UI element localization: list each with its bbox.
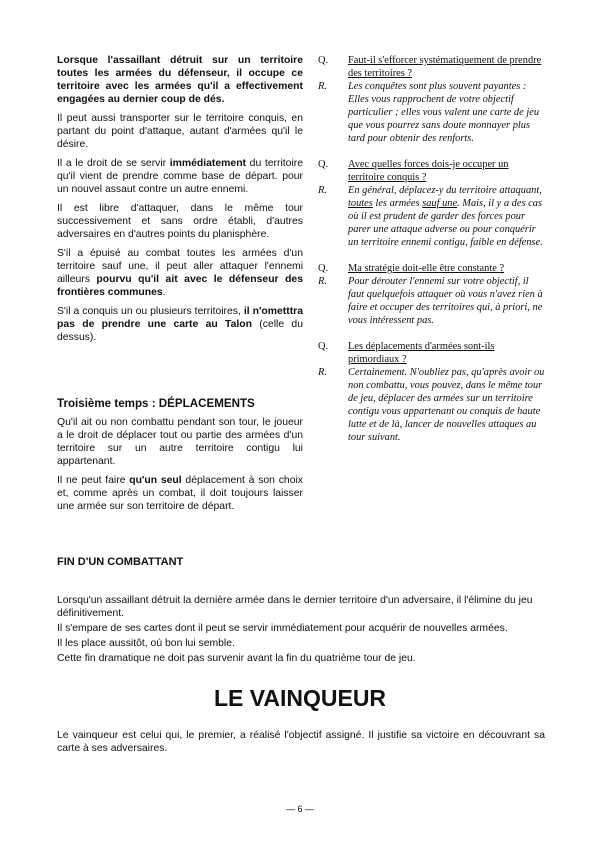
answer-text: Pour dérouter l'ennemi sur votre objectif, il faut quelquefois attaquer où vous n'avez rien à faire et occuper des territoires qui, à priori, ne vous intéressent pas. (348, 276, 543, 326)
question-text: Les déplacements d'armées sont-ils primordiaux ? (348, 341, 495, 365)
question-label: Q. (318, 263, 329, 274)
qa-item (318, 340, 546, 444)
section-title-moves: Troisième temps : DÉPLACEMENTS (57, 397, 255, 410)
emphasis-common-borders: pourvu qu'il ait avec le défenseur des frontières communes (57, 274, 303, 298)
underlined-except-one: sauf une (422, 198, 458, 209)
text-run: S'il a conquis un ou plusieurs territoires, (57, 306, 244, 317)
question-label: Q. (318, 55, 329, 66)
answer-label: R. (318, 367, 327, 378)
answer-text: Certainement. N'oubliez pas, qu'après avoir ou non combattu, vous pouvez, dans le même tour de jeu, déplacer des armées sur un territoire contigu vous appartenant ou conquis de haute lutte et de là, lancer de nouvelles attaques au tour suivant. (348, 367, 545, 443)
question-row (318, 340, 546, 366)
question-text: Ma stratégie doit-elle être constante ? (348, 263, 505, 274)
left-column (57, 54, 303, 519)
answer-row (318, 275, 546, 327)
question-row (318, 262, 546, 275)
text-run: En général, déplacez-y du territoire attaquant, (348, 185, 542, 196)
emphasis-single: qu'un seul (129, 475, 182, 486)
paragraph-base (57, 157, 303, 196)
paragraph-moves: Qu'il ait ou non combattu pendant son tour, le joueur a le droit de déplacer tout ou partie des armées d'un territoire sur un autre territoire contigu lui appartenant. (57, 417, 303, 467)
answer-row (318, 80, 546, 145)
answer-text: Les conquêtes sont plus souvent payantes : Elles vous rapprochent de votre objectif particulier ; elles vous valent une carte de jeu que vous pourrez sans doute monnayer plus tard pour obtenir des renforts. (348, 81, 540, 144)
end-of-player-body (57, 594, 545, 667)
paragraph: Cette fin dramatique ne doit pas survenir avant la fin du quatrième tour de jeu. (57, 653, 416, 664)
paragraph-free-attack: Il est libre d'attaquer, dans le même tour successivement et sans ordre établi, d'autres adversaires en d'autres points du planisphère. (57, 203, 303, 240)
answer-label: R. (318, 81, 327, 92)
section-title-end-of-player: FIN D'UN COMBATTANT (57, 556, 184, 568)
text-run: Il a le droit de se servir (57, 158, 170, 169)
answer-label: R. (318, 185, 327, 196)
paragraph-exhausted (57, 247, 303, 299)
answer-row (318, 366, 546, 444)
text-run: S'il a épuisé au combat toutes les armées d'un territoire sauf une, il peut aller attaquer l'ennemi ailleurs (57, 248, 303, 285)
text-run: déplacement à son choix et, comme après un combat, il doit toujours laisser une armée sur son territoire de départ. (57, 475, 303, 512)
text-run: les armées (372, 198, 423, 209)
answer-row (318, 184, 546, 249)
question-row (318, 54, 546, 80)
text-run: Il ne peut faire (57, 475, 130, 486)
text-run: . Mais, il y a des cas où il est prudent de garder des forces pour parer une attaque adverse ou pour conquérir un territoire ennemi contigu, faible en défense. (348, 198, 543, 248)
paragraph: Il s'empare de ses cartes dont il peut se servir immédiatement pour acquérir de nouvelles armées. (57, 623, 508, 634)
winner-body: Le vainqueur est celui qui, le premier, a réalisé l'objectif assigné. Il justifie sa victoire en découvrant sa carte à ses adversaires. (57, 730, 545, 754)
answer-text (348, 184, 546, 249)
qa-item (318, 158, 546, 249)
paragraph-single-move (57, 474, 303, 513)
heading-winner: LE VAINQUEUR (213, 685, 387, 711)
question-text: Avec quelles forces dois-je occuper un territoire conquis ? (348, 159, 509, 183)
qa-item (318, 54, 546, 145)
page-number: — 6 — (285, 804, 314, 814)
paragraph: Il les place aussitôt, où bon lui semble. (57, 638, 235, 649)
question-label: Q. (318, 159, 329, 170)
paragraph: Lorsqu'un assaillant détruit la dernière armée dans le dernier territoire d'un adversaire, il l'élimine du jeu définitivement. (57, 595, 533, 619)
paragraph-card (57, 305, 303, 344)
text-run: (celle du dessus). (57, 319, 303, 343)
spacer (57, 350, 303, 397)
text-run: . (162, 287, 166, 298)
text-run: du territoire qu'il vient de prendre comme base de départ. pour un nouvel assaut contre un autre ennemi. (57, 158, 303, 195)
question-label: Q. (318, 341, 329, 352)
qa-column (318, 54, 546, 457)
paragraph-transport: Il peut aussi transporter sur le territoire conquis, en partant du point d'attaque, autant d'armées qu'il le désire. (57, 113, 303, 150)
qa-item (318, 262, 546, 327)
emphasis-take-card: il n'ometttra pas de prendre une carte au Talon (57, 306, 303, 330)
emphasis-immediately: immédiatement (169, 158, 247, 169)
underlined-all: toutes (348, 198, 373, 209)
question-text: Faut-il s'efforcer systématiquement de prendre des territoires ? (348, 55, 542, 79)
paragraph-conquest (57, 54, 303, 106)
question-row (318, 158, 546, 184)
answer-label: R. (318, 276, 327, 287)
conquest-rule-text: Lorsque l'assaillant détruit sur un territoire toutes les armées du défenseur, il occupe ce territoire avec les armées qu'il a effectivement engagées au dernier coup de dés. (57, 55, 303, 105)
